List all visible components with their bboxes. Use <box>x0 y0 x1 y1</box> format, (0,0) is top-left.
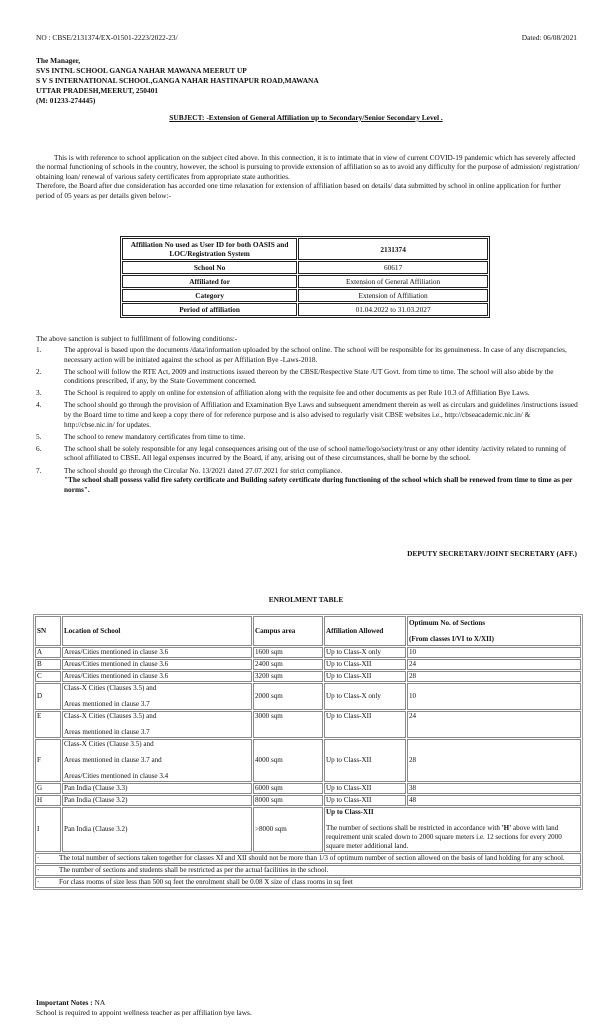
header-sn: SN <box>35 616 61 646</box>
cell-affiliation: Up to Class-XII <box>324 783 406 794</box>
addressee-line: The Manager, <box>36 56 81 65</box>
rule-text-bold: 'H' <box>501 824 512 832</box>
row-i-sections-rule <box>326 824 579 851</box>
condition-item <box>36 432 582 442</box>
location-line: Areas mentioned in clause 3.7 <box>64 728 150 736</box>
header-sections-line-2: (From classes I/VI to X/XII) <box>409 634 494 643</box>
affiliation-value: 01.04.2022 to 31.03.2027 <box>298 303 488 316</box>
cell-affiliation: Up to Class-X only <box>324 683 406 710</box>
condition-text: The School is required to apply on online for extension of affiliation along with the requisite fee and other documents as per Rule 10.3 of Affiliation Bye Laws. <box>64 388 530 398</box>
condition-item <box>36 466 582 495</box>
table-row <box>35 647 581 658</box>
header-optimum-sections <box>407 616 581 646</box>
cell-sn: B <box>35 659 61 670</box>
cell-area: 1600 sqm <box>253 647 323 658</box>
cell-area: 2400 sqm <box>253 659 323 670</box>
condition-text: The approval is based upon the documents /data/information uploaded by the school online. The school will be responsible for its genuineness. In case of any discrepancies, necessary action will be initiated against the school as per Affiliation Bye -Laws-2018. <box>64 345 567 364</box>
addressee-line: (M: 01233-274445) <box>36 96 96 105</box>
important-notes-value: NA <box>92 998 106 1007</box>
cell-sections: 24 <box>407 659 581 670</box>
table-row <box>35 683 581 710</box>
header-campus-area: Campus area <box>253 616 323 646</box>
addressee-line: S V S INTERNATIONAL SCHOOL,GANGA NAHAR HASTINAPUR ROAD,MAWANA <box>36 76 319 85</box>
conditions-heading: The above sanction is subject to fulfillment of following conditions:- <box>36 334 238 343</box>
cell-area: 2000 sqm <box>253 683 323 710</box>
table-row <box>35 671 581 682</box>
condition-item <box>36 388 582 398</box>
note-text: The total number of sections taken together for classes XI and XII should not be more than 1/3 of optimum number of section allowed on the basis of land holding for any school. <box>59 854 565 862</box>
location-line: Class-X Cities (Clause 3.5) and <box>64 740 154 748</box>
affiliation-label: Affiliation No used as User ID for both OASIS and LOC/Registration System <box>122 238 297 260</box>
important-notes-line <box>36 998 252 1008</box>
condition-text: The school should go through the provision of Affiliation and Examination Bye Laws and subsequent amendment therein as well as circulars and guidelines /instructions issued by the Board time to time and keep a copy there of for reference purpose and is also advised to regularly visit CBSE websites i.e., http://cbseacademic.nic.in/ & http://cbse.nic.in/ for updates. <box>64 400 578 429</box>
cell-affiliation: Up to Class-XII <box>324 795 406 806</box>
header-location: Location of School <box>62 616 252 646</box>
note-text: For class rooms of size less than 500 sq feet the enrolment shall be 0.08 X size of class rooms in sq feet <box>59 878 353 886</box>
note-text: The number of sections and students shall be restricted as per the actual facilities in the school. <box>59 866 329 874</box>
letter-date: Dated: 06/08/2021 <box>521 33 577 42</box>
cell-affiliation: Up to Class-XII <box>324 711 406 738</box>
affiliation-label: Category <box>122 289 297 302</box>
body-paragraph-2: Therefore, the Board after due consideration has accorded one time relaxation for extension of affiliation based on details/ data submitted by school in online application for further period of 05 years as per details given below:- <box>36 181 561 200</box>
affiliation-value: Extension of General Affiliation <box>298 275 488 288</box>
cell-location: Areas/Cities mentioned in clause 3.6 <box>62 659 252 670</box>
subject-text: SUBJECT: -Extension of General Affiliation up to Secondary/Senior Secondary Level . <box>169 113 443 122</box>
body-paragraph-1-text: This is with reference to school application on the subject cited above. In this connection, it is to intimate that in view of current COVID-19 pandemic which has severely affected the normal functioning of schools in the country, however, the school is pursuing to provide extension of affiliation so as to avoid any difficulty for the purpose of admission/ registration/ obtaining loan/ renewal of various safety certificates from appropriate state authorities. <box>36 153 580 181</box>
cell-sn: F <box>35 739 61 782</box>
cell-location <box>62 683 252 710</box>
cell-sections: 38 <box>407 783 581 794</box>
affiliation-label: Period of affiliation <box>122 303 297 316</box>
cell-sections: 28 <box>407 671 581 682</box>
condition-item <box>36 444 582 463</box>
table-row <box>35 795 581 806</box>
wellness-teacher-note: School is required to appoint wellness teacher as per affiliation bye laws. <box>36 1008 252 1017</box>
cell-sections: 28 <box>407 739 581 782</box>
table-note-row <box>35 877 581 888</box>
table-row <box>122 261 488 274</box>
condition-number: 7. <box>36 465 42 475</box>
cell-affiliation: Up to Class-XII <box>324 671 406 682</box>
cell-sn: G <box>35 783 61 794</box>
table-note-row <box>35 865 581 876</box>
affiliation-label: School No <box>122 261 297 274</box>
important-notes <box>36 998 252 1018</box>
fire-safety-note: "The school shall possess valid fire safety certificate and Building safety certificate during functioning of the school which shall be renewed from time to time as per norms". <box>64 475 573 494</box>
location-line: Areas mentioned in clause 3.7 <box>64 700 150 708</box>
cell-area: >8000 sqm <box>253 807 323 852</box>
location-line: Class-X Cities (Clauses 3.5) and <box>64 684 157 692</box>
enrolment-table-title: ENROLMENT TABLE <box>268 595 344 604</box>
cell-location: Areas/Cities mentioned in clause 3.6 <box>62 671 252 682</box>
cell-sn: E <box>35 711 61 738</box>
cell-area: 6000 sqm <box>253 783 323 794</box>
cell-location: Pan India (Clause 3.3) <box>62 783 252 794</box>
table-row <box>35 807 581 852</box>
cell-sn: A <box>35 647 61 658</box>
table-row <box>122 289 488 302</box>
conditions-list <box>36 345 582 497</box>
affiliation-value: Extension of Affiliation <box>298 289 488 302</box>
cell-location <box>62 739 252 782</box>
condition-number: 3. <box>36 388 42 398</box>
subject-line <box>0 113 612 122</box>
cell-area: 3200 sqm <box>253 671 323 682</box>
cell-affiliation: Up to Class-XII <box>324 659 406 670</box>
table-note <box>35 865 581 876</box>
location-line: Class-X Cities (Clauses 3.5) and <box>64 712 157 720</box>
condition-number: 1. <box>36 345 42 354</box>
condition-text: The school shall be solely responsible for any legal consequences arising out of the use of school name/logo/society/trust or any other identity /activity related to running of school affiliated to CBSE. All legal expenses incurred by the Board, if any, arising out of these circumstances, shall be borne by the school. <box>64 443 567 463</box>
cell-location: Areas/Cities mentioned in clause 3.6 <box>62 647 252 658</box>
condition-item <box>36 367 582 386</box>
affiliation-label: Affiliated for <box>122 275 297 288</box>
table-row <box>122 275 488 288</box>
condition-item <box>36 345 582 364</box>
table-row <box>122 303 488 316</box>
cell-affiliation: Up to Class-X only <box>324 647 406 658</box>
table-row <box>35 783 581 794</box>
location-line: Areas mentioned in clause 3.7 and <box>64 756 162 764</box>
table-row <box>35 659 581 670</box>
condition-item <box>36 400 582 429</box>
bullet-icon: · <box>37 854 40 862</box>
cell-sections: 24 <box>407 711 581 738</box>
cell-sections: 10 <box>407 647 581 658</box>
cell-area: 4000 sqm <box>253 739 323 782</box>
row-i-affiliation-title: Up to Class-XII <box>326 808 374 816</box>
rule-text: above with land requirement unit scaled down to 2000 square meters i.e. 12 sections for every 2000 square meter additional land. <box>326 824 562 850</box>
condition-number: 2. <box>36 366 42 376</box>
condition-text: The school should go through the Circular No. 13/2021 dated 27.07.2021 for strict compliance. <box>64 465 343 475</box>
condition-text: The school to renew mandatory certificates from time to time. <box>64 431 246 441</box>
cell-location <box>62 711 252 738</box>
table-header-row <box>35 616 581 646</box>
letter-body <box>36 153 581 200</box>
condition-text: The school will follow the RTE Act, 2009 and instructions issued thereon by the CBSE/Respective State /UT Govt. from time to time. The school will also abide by the conditions prescribed, if any, by the State Government concerned. <box>64 366 554 386</box>
table-note-row <box>35 853 581 864</box>
cell-sections: 48 <box>407 795 581 806</box>
cell-area: 8000 sqm <box>253 795 323 806</box>
cell-location: Pan India (Clause 3.2) <box>62 807 252 852</box>
important-notes-label: Important Notes : <box>36 998 93 1007</box>
cell-sn: I <box>35 807 61 852</box>
bullet-icon: · <box>37 878 40 886</box>
table-row <box>122 238 488 260</box>
reference-number: NO : CBSE/2131374/EX-01501-2223/2022-23/ <box>36 33 178 42</box>
cell-sn: D <box>35 683 61 710</box>
affiliation-value: 2131374 <box>298 238 488 260</box>
condition-number: 4. <box>36 400 42 410</box>
cell-affiliation-and-sections <box>324 807 581 852</box>
condition-number: 5. <box>36 431 42 441</box>
cell-sn: C <box>35 671 61 682</box>
signatory: DEPUTY SECRETARY/JOINT SECRETARY (AFF.) <box>407 549 577 558</box>
cell-affiliation: Up to Class-XII <box>324 739 406 782</box>
table-note <box>35 877 581 888</box>
addressee-block <box>36 56 319 106</box>
bullet-icon: · <box>37 866 40 874</box>
cell-area: 3000 sqm <box>253 711 323 738</box>
table-row <box>35 711 581 738</box>
header-affiliation-allowed: Affiliation Allowed <box>324 616 406 646</box>
cell-location: Pan India (Clause 3.2) <box>62 795 252 806</box>
table-row <box>35 739 581 782</box>
header-sections-line-1: Optimum No. of Sections <box>409 618 486 627</box>
addressee-line: UTTAR PRADESH,MEERUT, 250401 <box>36 86 159 95</box>
cell-sections: 10 <box>407 683 581 710</box>
cell-sn: H <box>35 795 61 806</box>
rule-text: The number of sections shall be restricted in accordance with <box>326 824 502 832</box>
affiliation-details-table <box>120 236 490 318</box>
table-note <box>35 853 581 864</box>
addressee-line: SVS INTNL SCHOOL GANGA NAHAR MAWANA MEERUT UP <box>36 66 247 75</box>
location-line: Areas/Cities mentioned in clause 3.4 <box>64 772 169 780</box>
condition-number: 6. <box>36 443 42 453</box>
affiliation-value: 60617 <box>298 261 488 274</box>
body-paragraph-1 <box>36 153 581 181</box>
enrolment-table <box>33 614 583 890</box>
